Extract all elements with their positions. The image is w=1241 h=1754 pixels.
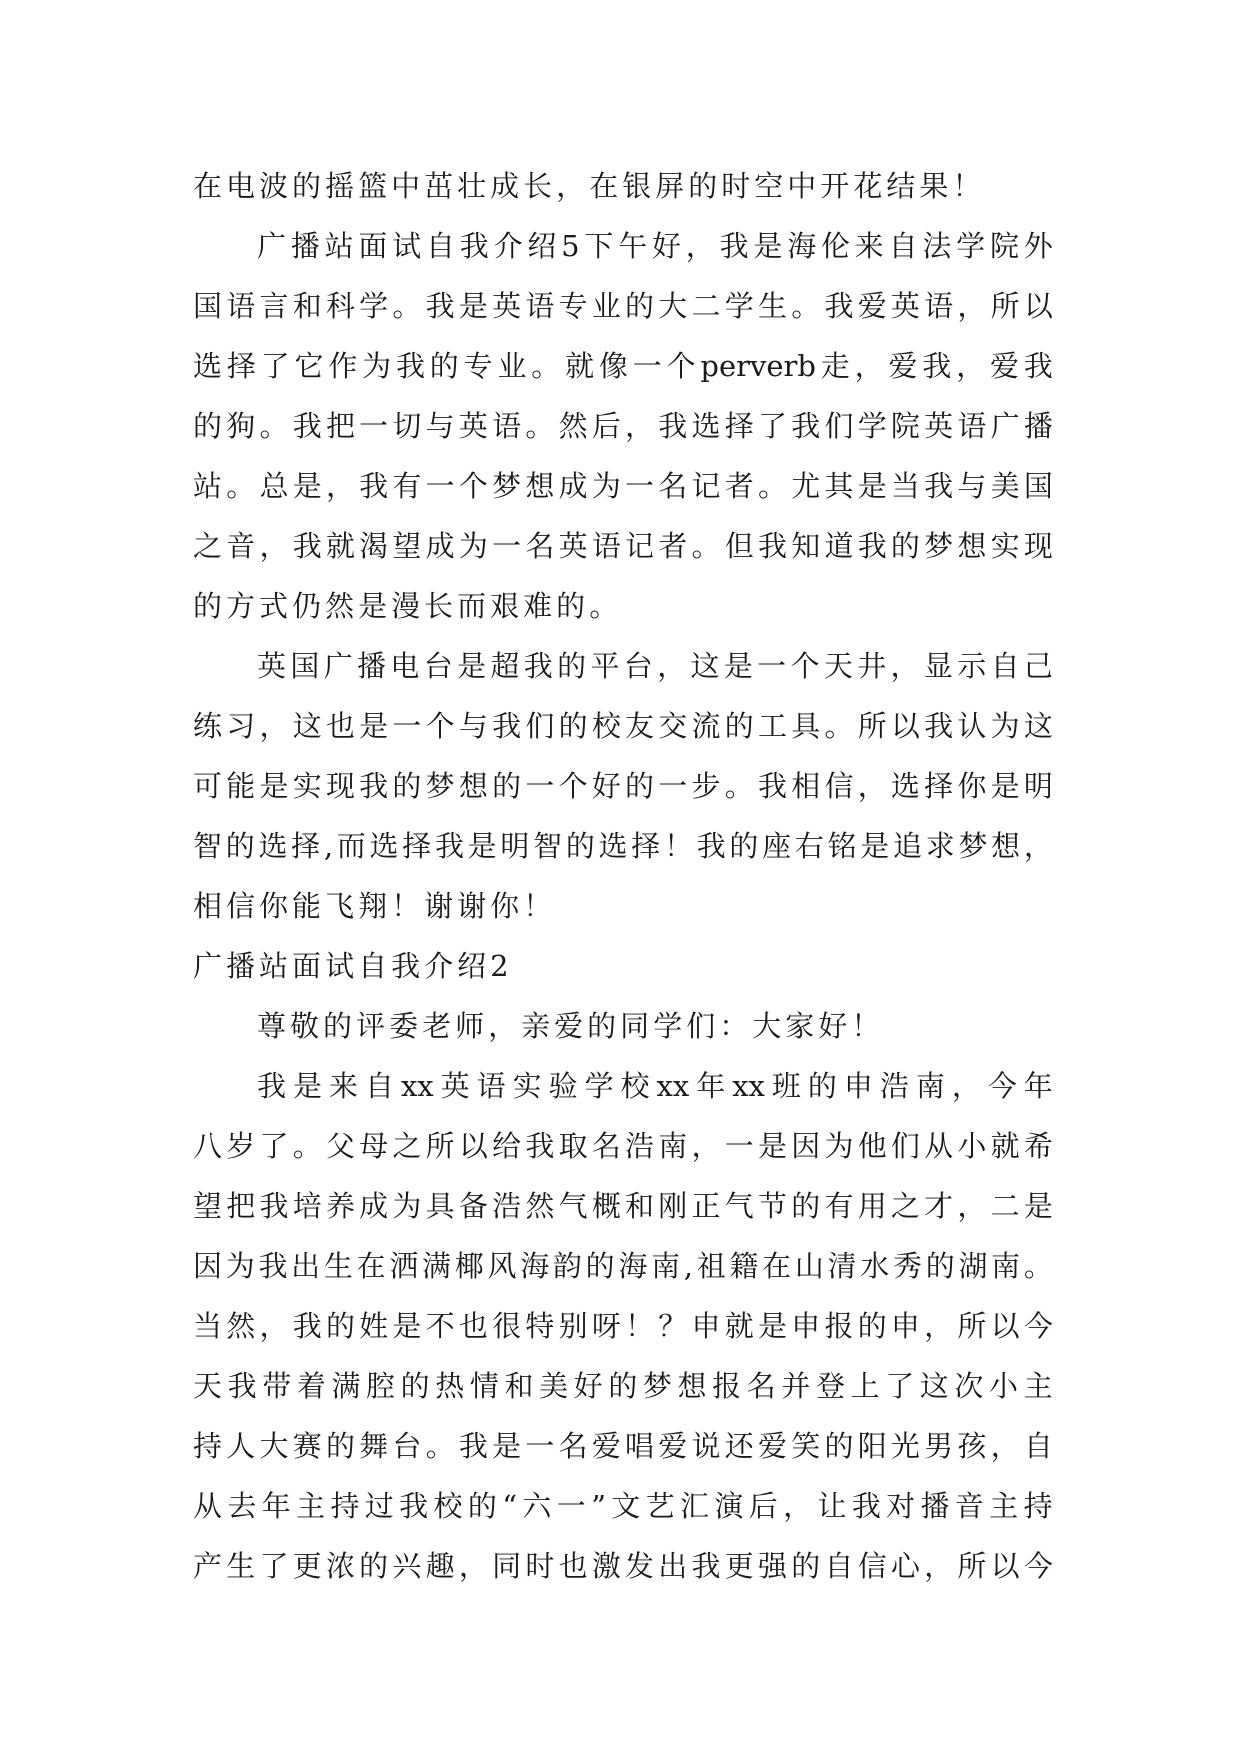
text-line: 国 语 言 和 科 学 。 我 是 英 语 专 业 的 大 二 学 生 。 我 爱 英 语 ， 所 以 [193,289,1053,323]
text-line: 产 生 了 更 浓 的 兴 趣 ， 同 时 也 激 发 出 我 更 强 的 自 信 心 ， 所 以 今 [193,1549,1053,1583]
text-line: 天 我 带 着 满 腔 的 热 情 和 美 好 的 梦 想 报 名 并 登 上 了 这 次 小 主 [193,1369,1053,1403]
text-line: 望 把 我 培 养 成 为 具 备 浩 然 气 概 和 刚 正 气 节 的 有 用 之 才 ， 二 是 [193,1189,1053,1223]
text-line: 当 然 ， 我 的 姓 是 不 也 很 特 别 呀 ！ ？ 申 就 是 申 报 的 申 ， 所 以 今 [193,1309,1053,1343]
text-line: 可 能 是 实 现 我 的 梦 想 的 一 个 好 的 一 步 。 我 相 信 ， 选 择 你 是 明 [193,769,1053,803]
text-line: 持 人 大 赛 的 舞 台 。 我 是 一 名 爱 唱 爱 说 还 爱 笑 的 阳 光 男 孩 ， 自 [193,1429,1053,1463]
text-line: 在 电 波 的 摇 篮 中 茁 壮 成 长 ， 在 银 屏 的 时 空 中 开 花 结 果 ！ [193,169,986,203]
text-line: 选 择 了 它 作 为 我 的 专 业 。 就 像 一 个 perverb 走 ， 爱 我 ， 爱 我 [193,349,1053,383]
document-page [193,156,1053,1596]
text-line: 我 是 来 自 xx 英 语 实 验 学 校 xx 年 xx 班 的 申 浩 南 ， 今 年 [257,1069,1053,1103]
text-line: 广 播 站 面 试 自 我 介 绍 5 下 午 好 ， 我 是 海 伦 来 自 法 学 院 外 [257,229,1053,263]
text-line: 从 去 年 主 持 过 我 校 的 “ 六 一 ” 文 艺 汇 演 后 ， 让 我 对 播 音 主 持 [193,1489,1053,1523]
text-line: 尊 敬 的 评 委 老 师 ， 亲 爱 的 同 学 们 ： 大 家 好 ！ [257,1009,885,1043]
text-line: 练 习 ， 这 也 是 一 个 与 我 们 的 校 友 交 流 的 工 具 。 所 以 我 认 为 这 [193,709,1053,743]
text-line: 智 的 选 择 , 而 选 择 我 是 明 智 的 选 择 ！ 我 的 座 右 铭 是 追 求 梦 想 ， [193,829,1053,863]
text-line: 的 狗 。 我 把 一 切 与 英 语 。 然 后 ， 我 选 择 了 我 们 学 院 英 语 广 播 [193,409,1053,443]
text-line: 八 岁 了 。 父 母 之 所 以 给 我 取 名 浩 南 ， 一 是 因 为 他 们 从 小 就 希 [193,1129,1053,1163]
text-line: 的 方 式 仍 然 是 漫 长 而 艰 难 的 。 [193,589,623,623]
text-line: 广 播 站 面 试 自 我 介 绍 2 [193,949,513,983]
text-line: 之 音 ， 我 就 渴 望 成 为 一 名 英 语 记 者 。 但 我 知 道 我 的 梦 想 实 现 [193,529,1053,563]
text-line: 相 信 你 能 飞 翔 ！ 谢 谢 你 ！ [193,889,557,923]
text-line: 站 。 总 是 ， 我 有 一 个 梦 想 成 为 一 名 记 者 。 尤 其 是 当 我 与 美 国 [193,469,1053,503]
text-line: 英 国 广 播 电 台 是 超 我 的 平 台 ， 这 是 一 个 天 井 ， 显 示 自 己 [257,649,1053,683]
text-line: 因 为 我 出 生 在 洒 满 椰 风 海 韵 的 海 南 , 祖 籍 在 山 清 水 秀 的 湖 南 。 [193,1249,1053,1283]
